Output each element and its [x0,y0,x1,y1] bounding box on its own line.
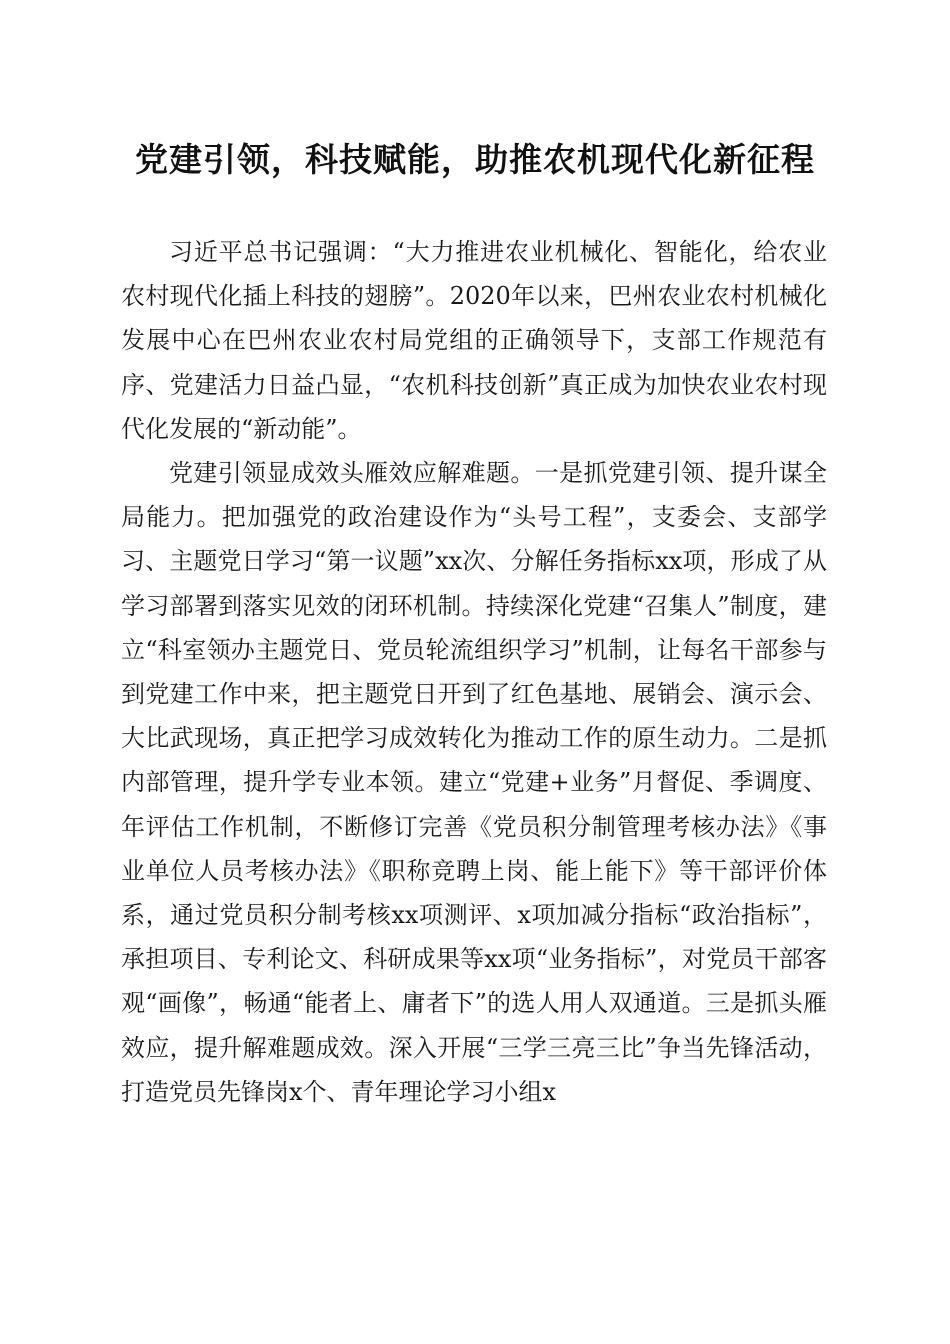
paragraph-intro: 习近平总书记强调：“大力推进农业机械化、智能化，给农业农村现代化插上科技的翅膀”。2020年以来，巴州农业农村机械化发展中心在巴州农业农村局党组的正确领导下，支部工作规范有序、党建活力日益凸显，“农机科技创新”真正成为加快农业农村现代化发展的“新动能”。 [121,238,827,443]
document-title: 党建引领，科技赋能，助推农机现代化新征程 [135,140,815,179]
document-body [121,230,827,1114]
paragraph-party-building: 党建引领显成效头雁效应解难题。一是抓党建引领、提升谋全局能力。把加强党的政治建设作为“头号工程”，支委会、支部学习、主题党日学习“第一议题”xx次、分解任务指标xx项，形成了从学习部署到落实见效的闭环机制。持续深化党建“召集人”制度，建立“科室领办主题党日、党员轮流组织学习”机制，让每名干部参与到党建工作中来，把主题党日开到了红色基地、展销会、演示会、大比武现场，真正把学习成效转化为推动工作的原生动力。二是抓内部管理，提升学专业本领。建立“党建+业务”月督促、季调度、年评估工作机制，不断修订完善《党员积分制管理考核办法》《事业单位人员考核办法》《职称竞聘上岗、能上能下》等干部评价体系，通过党员积分制考核xx项测评、x项加减分指标“政治指标”，承担项目、专利论文、科研成果等xx项“业务指标”，对党员干部客观“画像”，畅通“能者上、庸者下”的选人用人双通道。三是抓头雁效应，提升解难题成效。深入开展“三学三亮三比”争当先锋活动，打造党员先锋岗x个、青年理论学习小组x [121,459,827,1106]
